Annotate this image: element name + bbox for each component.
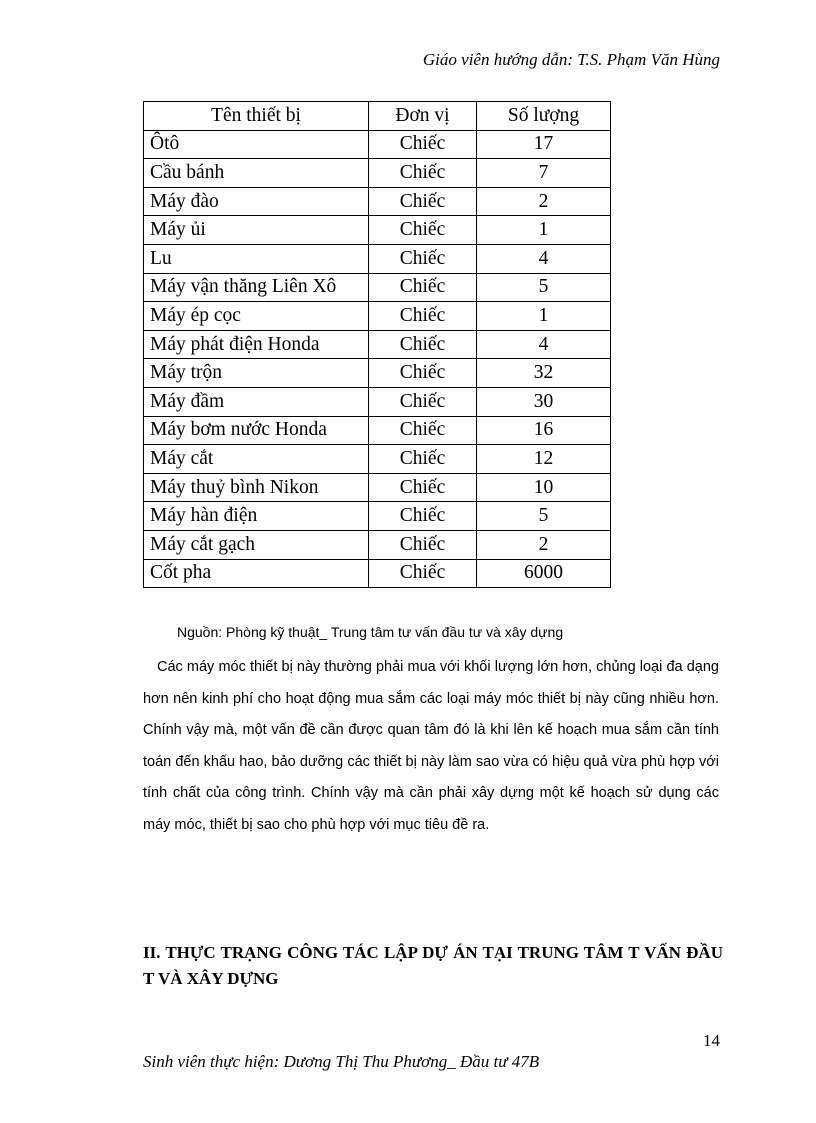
- equipment-name: Máy ép cọc: [144, 302, 369, 331]
- table-row: [144, 244, 611, 273]
- equipment-quantity: 5: [477, 502, 611, 531]
- table-row: [144, 216, 611, 245]
- equipment-unit: Chiếc: [369, 530, 477, 559]
- equipment-quantity: 30: [477, 387, 611, 416]
- section-heading: II. THỰC TRẠNG CÔNG TÁC LẬP DỰ ÁN TẠI TRUNG TÂM T VẤN ĐẦU T VÀ XÂY DỰNG: [143, 943, 723, 988]
- table-row: [144, 416, 611, 445]
- equipment-quantity: 2: [477, 187, 611, 216]
- table-row: [144, 359, 611, 388]
- equipment-name: Máy cắt: [144, 445, 369, 474]
- body-paragraph: Các máy móc thiết bị này thường phải mua với khối lượng lớn hơn, chủng loại đa dạng hơn nên kinh phí cho hoạt động mua sắm các loại máy móc thiết bị này cũng nhiều hơn. Chính vậy mà, một vấn đề cần được quan tâm đó là khi lên kế hoạch mua sắm cần tính toán đến khấu hao, bảo dưỡng các thiết bị này làm sao vừa có hiệu quả vừa phù hợp với tính chất của công trình. Chính vậy mà cần phải xây dựng một kế hoạch sử dụng các máy móc, thiết bị sao cho phù hợp với mục tiêu đề ra.: [143, 659, 719, 833]
- equipment-name: Ôtô: [144, 130, 369, 159]
- equipment-quantity: 7: [477, 159, 611, 188]
- equipment-unit: Chiếc: [369, 130, 477, 159]
- equipment-name: Máy đào: [144, 187, 369, 216]
- equipment-name: Máy hàn điện: [144, 502, 369, 531]
- equipment-name: Máy vận thăng Liên Xô: [144, 273, 369, 302]
- table-row: [144, 302, 611, 331]
- equipment-quantity: 4: [477, 244, 611, 273]
- equipment-unit: Chiếc: [369, 473, 477, 502]
- equipment-unit: Chiếc: [369, 302, 477, 331]
- page-header: Giáo viên hướng dẫn: T.S. Phạm Văn Hùng: [422, 50, 720, 69]
- table-row: [144, 473, 611, 502]
- equipment-unit: Chiếc: [369, 502, 477, 531]
- equipment-quantity: 1: [477, 302, 611, 331]
- equipment-quantity: 2: [477, 530, 611, 559]
- equipment-quantity: 5: [477, 273, 611, 302]
- table-row: [144, 130, 611, 159]
- table-row: [144, 502, 611, 531]
- equipment-quantity: 12: [477, 445, 611, 474]
- equipment-unit: Chiếc: [369, 273, 477, 302]
- equipment-name: Máy phát điện Honda: [144, 330, 369, 359]
- table-row: [144, 159, 611, 188]
- table-row: [144, 559, 611, 588]
- equipment-name: Lu: [144, 244, 369, 273]
- equipment-name: Máy bơm nước Honda: [144, 416, 369, 445]
- page-footer: Sinh viên thực hiện: Dương Thị Thu Phương_ Đầu tư 47B: [143, 1052, 540, 1071]
- equipment-table: [143, 101, 611, 588]
- equipment-unit: Chiếc: [369, 559, 477, 588]
- equipment-name: Máy trộn: [144, 359, 369, 388]
- table-row: [144, 445, 611, 474]
- equipment-unit: Chiếc: [369, 330, 477, 359]
- equipment-unit: Chiếc: [369, 216, 477, 245]
- equipment-name: Cầu bánh: [144, 159, 369, 188]
- column-header: Số lượng: [477, 102, 611, 131]
- equipment-quantity: 4: [477, 330, 611, 359]
- table-source-note: Nguồn: Phòng kỹ thuật_ Trung tâm tư vấn đầu tư và xây dựng: [177, 624, 564, 640]
- table-row: [144, 530, 611, 559]
- equipment-name: Máy cắt gạch: [144, 530, 369, 559]
- equipment-quantity: 17: [477, 130, 611, 159]
- equipment-name: Máy đầm: [144, 387, 369, 416]
- equipment-unit: Chiếc: [369, 244, 477, 273]
- table-row: [144, 187, 611, 216]
- table-row: [144, 387, 611, 416]
- equipment-unit: Chiếc: [369, 359, 477, 388]
- equipment-quantity: 16: [477, 416, 611, 445]
- page-number: 14: [703, 1031, 720, 1050]
- column-header: Đơn vị: [369, 102, 477, 131]
- equipment-unit: Chiếc: [369, 159, 477, 188]
- equipment-quantity: 10: [477, 473, 611, 502]
- equipment-unit: Chiếc: [369, 416, 477, 445]
- equipment-unit: Chiếc: [369, 187, 477, 216]
- equipment-unit: Chiếc: [369, 387, 477, 416]
- equipment-quantity: 6000: [477, 559, 611, 588]
- equipment-quantity: 32: [477, 359, 611, 388]
- equipment-name: Cốt pha: [144, 559, 369, 588]
- equipment-quantity: 1: [477, 216, 611, 245]
- column-header: Tên thiết bị: [144, 102, 369, 131]
- equipment-name: Máy thuỷ bình Nikon: [144, 473, 369, 502]
- table-row: [144, 273, 611, 302]
- equipment-name: Máy ủi: [144, 216, 369, 245]
- equipment-unit: Chiếc: [369, 445, 477, 474]
- table-header-row: [144, 102, 611, 131]
- table-row: [144, 330, 611, 359]
